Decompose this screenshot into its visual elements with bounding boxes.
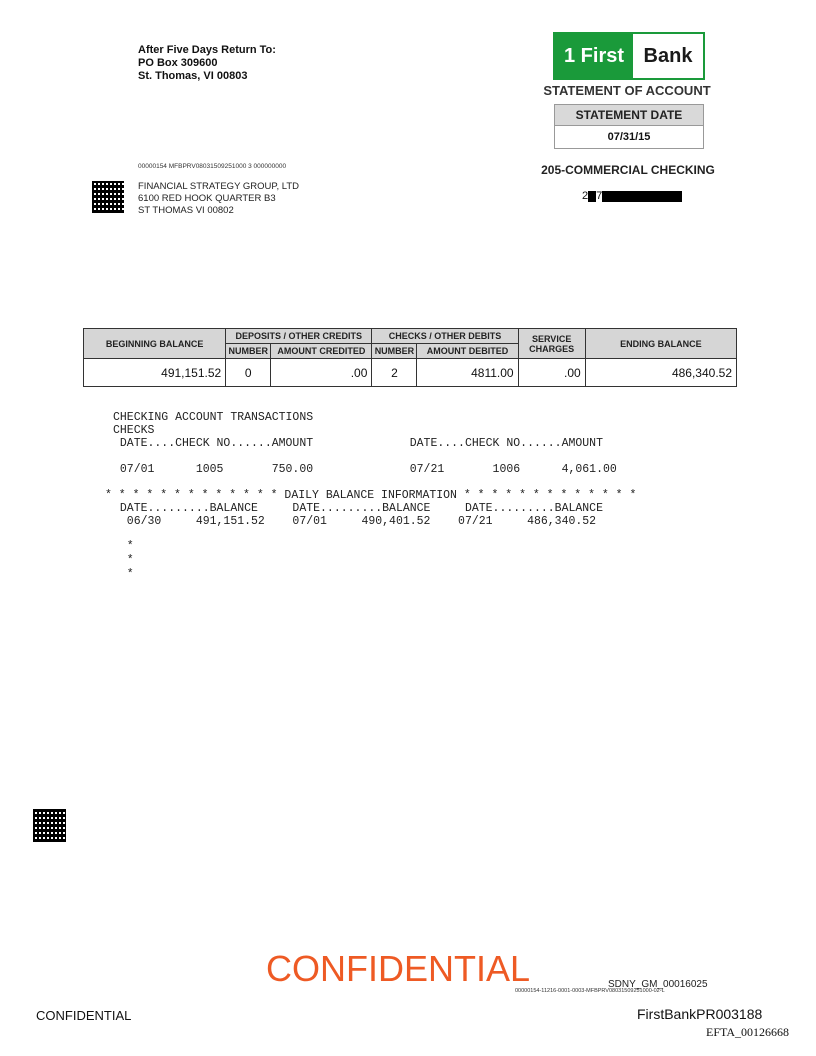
header-ending-balance: ENDING BALANCE [585, 329, 736, 359]
barcode-icon [92, 181, 124, 213]
daily-balance-title: * * * * * * * * * * * * * DAILY BALANCE INFORMATION * * * * * * * * * * * * * [105, 489, 637, 502]
checks-section-label: CHECKS [113, 424, 155, 437]
redaction-bar [602, 191, 682, 202]
return-address-line: After Five Days Return To: [138, 44, 276, 56]
mailing-address [138, 181, 299, 217]
deposits-number-value: 0 [226, 359, 271, 387]
statement-title: STATEMENT OF ACCOUNT [543, 83, 711, 98]
first-bank-logo [553, 32, 705, 80]
logo-first: 1 First [555, 34, 633, 78]
header-amount-credited: AMOUNT CREDITED [271, 344, 372, 359]
firstbank-bates-number: FirstBankPR003188 [637, 1006, 763, 1022]
checks-row: 07/01 1005 750.00 07/21 1006 4,061.00 [113, 463, 617, 476]
header-amount-debited: AMOUNT DEBITED [417, 344, 518, 359]
amount-debited-value: 4811.00 [417, 359, 518, 387]
barcode-icon [33, 809, 66, 842]
header-checks: CHECKS / OTHER DEBITS [372, 329, 518, 344]
header-deposits: DEPOSITS / OTHER CREDITS [226, 329, 372, 344]
header-number: NUMBER [226, 344, 271, 359]
account-type: 205-COMMERCIAL CHECKING [541, 163, 715, 177]
ending-balance-value: 486,340.52 [585, 359, 736, 387]
efta-number: EFTA_00126668 [706, 1025, 790, 1039]
header-beginning-balance: BEGINNING BALANCE [84, 329, 226, 359]
checks-number-value: 2 [372, 359, 417, 387]
amount-credited-value: .00 [271, 359, 372, 387]
transactions-title: CHECKING ACCOUNT TRANSACTIONS [113, 411, 314, 424]
beginning-balance-value: 491,151.52 [84, 359, 226, 387]
daily-balance-header: DATE.........BALANCE DATE.........BALANCE DATE.........BALANCE [113, 502, 603, 515]
account-summary-table [83, 328, 737, 387]
account-number-visible: 2 [582, 190, 589, 202]
return-address [138, 44, 276, 83]
return-address-line: St. Thomas, VI 00803 [138, 70, 248, 82]
header-service-charges: SERVICE CHARGES [518, 329, 585, 359]
redaction-bar [588, 191, 596, 202]
statement-date-box [554, 104, 704, 149]
mailing-name: FINANCIAL STRATEGY GROUP, LTD [138, 181, 300, 192]
statement-date-value: 07/31/15 [607, 131, 651, 143]
service-charges-value: .00 [518, 359, 585, 387]
statement-date-label: STATEMENT DATE [555, 105, 703, 126]
account-number-visible: 7 [596, 190, 603, 202]
mailing-street: 6100 RED HOOK QUARTER B3 [138, 193, 276, 204]
document-code: 00000154-11216-0001-0003-MFBPRV08031509251000-02-L [515, 988, 665, 994]
end-stars: * * * [126, 540, 134, 581]
checks-header: DATE....CHECK NO......AMOUNT DATE....CHECK NO......AMOUNT [113, 437, 603, 450]
logo-bank: Bank [643, 44, 693, 67]
confidential-stamp: CONFIDENTIAL [266, 948, 531, 989]
sdny-bates-number: SDNY_GM_00016025 [608, 979, 708, 990]
confidential-label: CONFIDENTIAL [36, 1008, 132, 1023]
return-address-line: PO Box 309600 [138, 57, 218, 69]
header-number: NUMBER [372, 344, 417, 359]
mailing-city: ST THOMAS VI 00802 [138, 205, 234, 216]
mailing-code: 00000154 MFBPRV08031509251000 3 000000000 [138, 163, 287, 170]
account-number [582, 190, 682, 202]
daily-balance-row: 06/30 491,151.52 07/01 490,401.52 07/21 486,340.52 [113, 515, 597, 528]
